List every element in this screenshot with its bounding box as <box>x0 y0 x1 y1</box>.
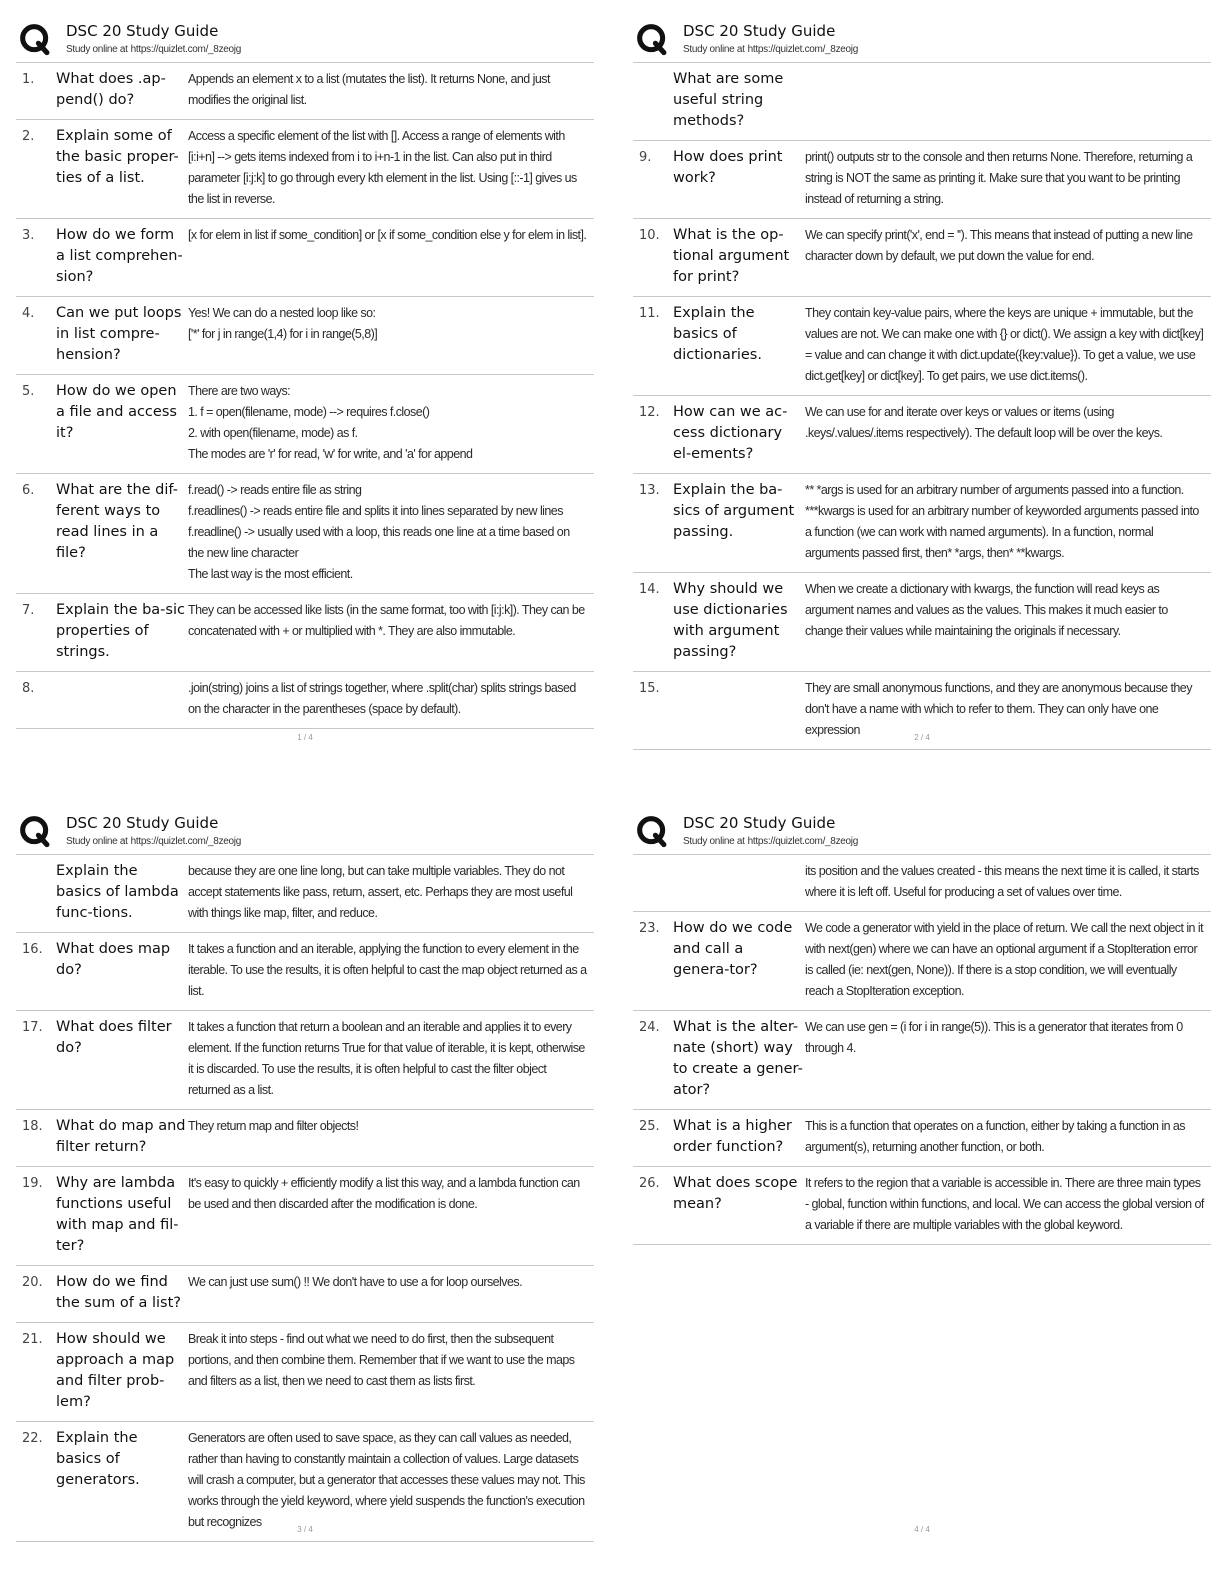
flashcard-row <box>633 1011 1211 1110</box>
card-term <box>56 678 188 720</box>
card-number: 2. <box>22 129 35 144</box>
card-number: 7. <box>22 603 35 618</box>
page-number: 3 / 4 <box>297 1525 313 1534</box>
card-term: Why are lambda functions useful with map and fil-ter? <box>56 1175 179 1254</box>
card-number: 6. <box>22 483 35 498</box>
card-number: 4. <box>22 306 35 321</box>
card-definition: Generators are often used to save space, as they can call values as needed, rather than having to constantly maintain a collection of values. Large datasets will crash a computer, but a generator that accesses these values may not. This works through the yield keyword, where yield suspends the function's execution but recognizes <box>188 1431 585 1529</box>
card-definition: It takes a function and an iterable, applying the function to every element in the iterable. To use the results, it is often helpful to cast the map object returned as a list. <box>188 942 587 998</box>
card-term: What is the op-tional argument for print? <box>673 227 790 285</box>
card-list <box>633 854 1211 1245</box>
card-term: How do we find the sum of a list? <box>56 1274 181 1311</box>
flashcard-row <box>633 297 1211 396</box>
card-term: What does .ap-pend() do? <box>56 71 166 108</box>
card-definition: They contain key-value pairs, where the keys are unique + immutable, but the values are not. We can make one with {} or dict(). We assign a key with dict[key] = value and can change it with dict.update({key:value}). To get a value, we use dict.get[key] or dict[key]. To get pairs, we use dict.items(). <box>805 306 1204 383</box>
flashcard-row <box>633 141 1211 219</box>
page-header <box>16 16 594 62</box>
page-title: DSC 20 Study Guide <box>66 814 219 832</box>
study-guide-page <box>633 808 1211 1568</box>
card-term: How do we code and call a genera-tor? <box>673 920 793 978</box>
quizlet-logo-icon <box>635 814 669 848</box>
card-definition: Break it into steps - find out what we need to do first, then the subsequent portions, and then combine them. Remember that if we want to use the maps and filters as a list, then we need to cast them as lists first. <box>188 1332 575 1388</box>
card-number <box>16 861 56 924</box>
study-online-line <box>66 836 241 847</box>
page-number: 1 / 4 <box>297 733 313 742</box>
card-number: 20. <box>22 1275 43 1290</box>
flashcard-row <box>16 594 594 672</box>
card-term: How do we open a file and access it? <box>56 383 177 441</box>
study-online-link[interactable]: https://quizlet.com/_8zeojg <box>747 44 858 55</box>
page-header <box>633 16 1211 62</box>
card-definition: Access a specific element of the list with []. Access a range of elements with [i:i+n] --> gets items indexed from i to i+n-1 in the list. Can also put in third parameter [i:j:k] to go through every kth element in the list. Using [::-1] gives us the list in reverse. <box>188 129 577 206</box>
flashcard-row <box>16 1422 594 1542</box>
card-number: 24. <box>639 1020 660 1035</box>
card-number: 14. <box>639 582 660 597</box>
study-online-line <box>683 44 858 55</box>
flashcard-row <box>16 219 594 297</box>
study-online-label: Study online at <box>683 836 745 847</box>
flashcard-row <box>16 63 594 120</box>
card-number: 16. <box>22 942 43 957</box>
card-definition: [x for elem in list if some_condition] or [x if some_condition else y for elem in list]. <box>188 228 587 242</box>
card-definition: This is a function that operates on a function, either by taking a function in as argument(s), returning another function, or both. <box>805 1119 1186 1154</box>
study-online-link[interactable]: https://quizlet.com/_8zeojg <box>130 44 241 55</box>
flashcard-row <box>633 219 1211 297</box>
page-title: DSC 20 Study Guide <box>66 22 219 40</box>
card-definition: They can be accessed like lists (in the same format, too with [i:j:k]). They can be concatenated with + or multiplied with *. They are also immutable. <box>188 603 585 638</box>
card-definition: because they are one line long, but can take multiple variables. They do not accept statements like pass, return, assert, etc. Perhaps they are most useful with things like map, filter, and reduce. <box>188 864 573 920</box>
card-definition: When we create a dictionary with kwargs, the function will read keys as argument names and values as the values. This makes it much easier to change their values while maintaining the originals if necessary. <box>805 582 1168 638</box>
card-definition: Yes! We can do a nested loop like so: ['*' for j in range(1,4) for i in range(5,8)] <box>188 306 378 341</box>
card-number: 19. <box>22 1176 43 1191</box>
card-number: 17. <box>22 1020 43 1035</box>
card-term: Explain the ba-sic properties of strings. <box>56 602 185 660</box>
flashcard-row <box>633 1110 1211 1167</box>
card-definition: They return map and filter objects! <box>188 1119 359 1133</box>
card-definition: It takes a function that return a boolean and an iterable and applies it to every element. If the function returns True for that value of iterable, it is kept, otherwise it is discarded. To use the results, it is often helpful to cast the filter object returned as a list. <box>188 1020 585 1097</box>
page-header <box>16 808 594 854</box>
page-title: DSC 20 Study Guide <box>683 22 836 40</box>
card-term: What does filter do? <box>56 1019 172 1056</box>
card-number: 26. <box>639 1176 660 1191</box>
card-number: 8. <box>22 681 35 696</box>
card-number: 12. <box>639 405 660 420</box>
flashcard-row <box>633 63 1211 141</box>
card-number <box>633 861 673 903</box>
flashcard-row <box>633 396 1211 474</box>
card-term <box>673 861 805 903</box>
card-definition: its position and the values created - this means the next time it is called, it starts where it is left off. Useful for producing a set of values over time. <box>805 864 1199 899</box>
card-term: What does scope mean? <box>673 1175 798 1212</box>
card-term: How do we form a list comprehen-sion? <box>56 227 183 285</box>
card-definition: It refers to the region that a variable is accessible in. There are three main types - global, function within functions, and local. We can access the global version of a variable if there are multiple variables with the global keyword. <box>805 1176 1204 1232</box>
quizlet-logo-icon <box>18 814 52 848</box>
study-online-link[interactable]: https://quizlet.com/_8zeojg <box>130 836 241 847</box>
card-definition <box>805 69 1211 132</box>
card-number: 3. <box>22 228 35 243</box>
card-term: Explain the basics of dictionaries. <box>673 305 762 363</box>
flashcard-row <box>16 120 594 219</box>
flashcard-row <box>16 1011 594 1110</box>
card-definition: Appends an element x to a list (mutates the list). It returns None, and just modifies the original list. <box>188 72 550 107</box>
flashcard-row <box>633 1167 1211 1245</box>
card-number: 13. <box>639 483 660 498</box>
page-number: 4 / 4 <box>914 1525 930 1534</box>
card-number: 11. <box>639 306 660 321</box>
card-definition: We can just use sum() !! We don't have to use a for loop ourselves. <box>188 1275 523 1289</box>
flashcard-row <box>16 1323 594 1422</box>
card-definition: ** *args is used for an arbitrary number of arguments passed into a function. ***kwargs is used for an arbitrary number of keyworded arguments passed into a function (we can work with named arguments). In a function, normal arguments passed first, then* *args, then* **kwargs. <box>805 483 1199 560</box>
study-online-line <box>66 44 241 55</box>
card-list <box>16 62 594 729</box>
card-number: 25. <box>639 1119 660 1134</box>
flashcard-row <box>16 1266 594 1323</box>
card-term: Explain some of the basic proper-ties of a list. <box>56 128 179 186</box>
study-online-line <box>683 836 858 847</box>
card-term: How should we approach a map and filter prob-lem? <box>56 1331 175 1410</box>
study-online-label: Study online at <box>66 44 128 55</box>
card-term <box>673 678 805 741</box>
flashcard-row <box>633 855 1211 912</box>
study-guide-page <box>16 16 594 776</box>
card-term: What do map and filter return? <box>56 1118 186 1155</box>
card-number: 15. <box>639 681 660 696</box>
study-guide-page <box>16 808 594 1568</box>
quizlet-logo-icon <box>18 22 52 56</box>
card-definition: We can specify print('x', end = ''). This means that instead of putting a new line character down by default, we put down the value for end. <box>805 228 1193 263</box>
card-number: 22. <box>22 1431 43 1446</box>
card-definition: They are small anonymous functions, and they are anonymous because they don't have a name with which to refer to them. They can only have one expression <box>805 681 1192 737</box>
flashcard-row <box>16 933 594 1011</box>
card-number: 23. <box>639 921 660 936</box>
card-definition: There are two ways: 1. f = open(filename, mode) --> requires f.close() 2. with open(filename, mode) as f. The modes are 'r' for read, 'w' for write, and 'a' for append <box>188 384 473 461</box>
flashcard-row <box>633 474 1211 573</box>
card-term: What does map do? <box>56 941 171 978</box>
card-term: What are some useful string methods? <box>673 71 784 129</box>
study-online-label: Study online at <box>683 44 745 55</box>
card-term: How can we ac-cess dictionary el-ements? <box>673 404 788 462</box>
flashcard-row <box>16 297 594 375</box>
card-list <box>633 62 1211 750</box>
card-term: What is a higher order function? <box>673 1118 792 1155</box>
flashcard-row <box>16 474 594 594</box>
card-number: 9. <box>639 150 652 165</box>
flashcard-row <box>16 375 594 474</box>
flashcard-row <box>16 672 594 729</box>
study-guide-page <box>633 16 1211 776</box>
card-number: 18. <box>22 1119 43 1134</box>
card-term: What is the alter-nate (short) way to create a gener-ator? <box>673 1019 803 1098</box>
card-term: Can we put loops in list compre-hension? <box>56 305 182 363</box>
card-definition: It's easy to quickly + efficiently modify a list this way, and a lambda function can be used and then discarded after the modification is done. <box>188 1176 580 1211</box>
card-number: 10. <box>639 228 660 243</box>
flashcard-row <box>633 573 1211 672</box>
study-online-link[interactable]: https://quizlet.com/_8zeojg <box>747 836 858 847</box>
flashcard-row <box>633 912 1211 1011</box>
card-number <box>633 69 673 132</box>
study-online-label: Study online at <box>66 836 128 847</box>
page-header <box>633 808 1211 854</box>
flashcard-row <box>16 1110 594 1167</box>
card-definition: print() outputs str to the console and then returns None. Therefore, returning a string is NOT the same as printing it. Make sure that you want to be printing instead of returning a string. <box>805 150 1193 206</box>
card-list <box>16 854 594 1542</box>
card-definition: f.read() -> reads entire file as string f.readlines() -> reads entire file and splits it into lines separated by new lines f.readline() -> usually used with a loop, this reads one line at a time based on the new line character The last way is the most efficient. <box>188 483 570 581</box>
card-term: Explain the basics of lambda func-tions. <box>56 863 179 921</box>
page-number: 2 / 4 <box>914 733 930 742</box>
card-term: How does print work? <box>673 149 783 186</box>
card-term: Explain the basics of generators. <box>56 1430 140 1488</box>
card-definition: We code a generator with yield in the place of return. We call the next object in it with next(gen) where we can have an optional argument if a StopIteration error is called (ie: next(gen, None)). If there is a stop condition, we will eventually reach a StopIteration exception. <box>805 921 1204 998</box>
quizlet-logo-icon <box>635 22 669 56</box>
flashcard-row <box>16 1167 594 1266</box>
card-term: Why should we use dictionaries with argument passing? <box>673 581 788 660</box>
card-number: 21. <box>22 1332 43 1347</box>
card-number: 1. <box>22 72 35 87</box>
card-term: What are the dif-ferent ways to read lines in a file? <box>56 482 178 561</box>
card-definition: .join(string) joins a list of strings together, where .split(char) splits strings based on the character in the parentheses (space by default). <box>188 681 576 716</box>
card-term: Explain the ba-sics of argument passing. <box>673 482 795 540</box>
flashcard-row <box>16 855 594 933</box>
card-definition: We can use gen = (i for i in range(5)). This is a generator that iterates from 0 through 4. <box>805 1020 1183 1055</box>
card-definition: We can use for and iterate over keys or values or items (using .keys/.values/.items respectively). The default loop will be over the keys. <box>805 405 1163 440</box>
page-title: DSC 20 Study Guide <box>683 814 836 832</box>
card-number: 5. <box>22 384 35 399</box>
